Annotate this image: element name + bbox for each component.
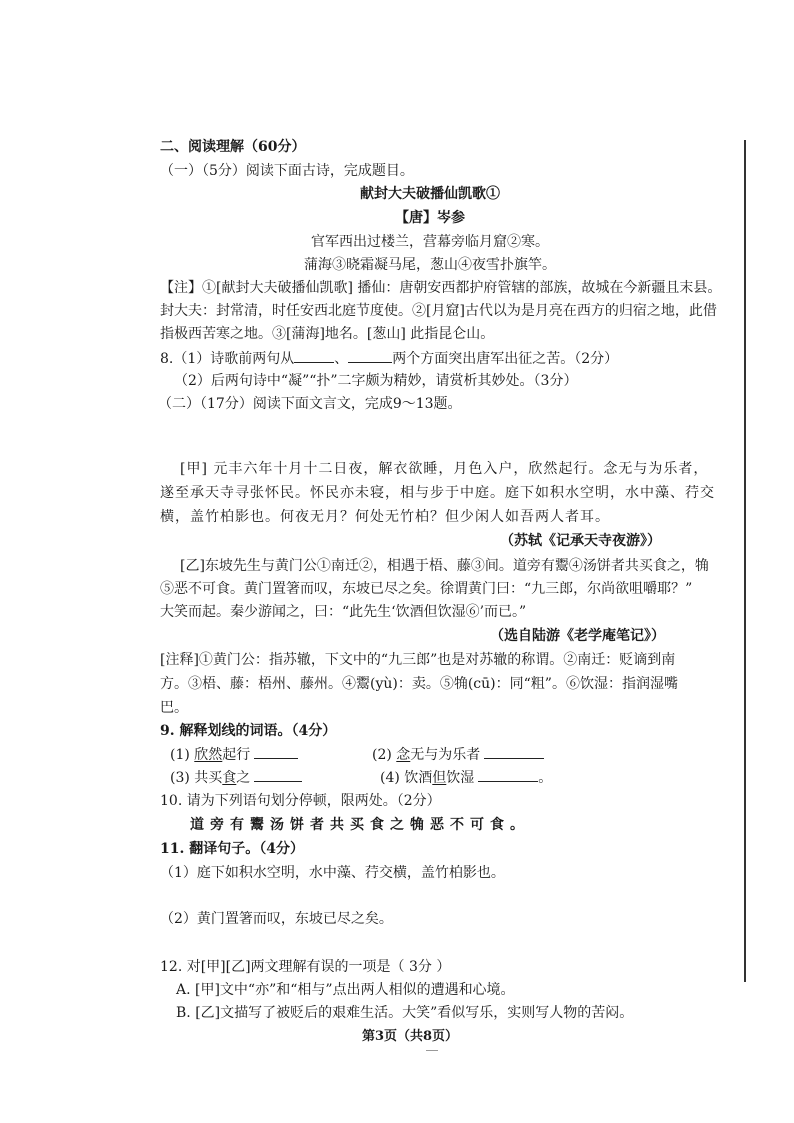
answer-blank-8-1b[interactable]	[348, 349, 392, 363]
passage-yi-line-2: ⑤恶不可食。黄门置箸而叹，东坡已尽之矣。徐谓黄门曰：“九三郎，尔尚欲咀嚼耶？”	[160, 581, 693, 597]
poem-note-1: 【注】①[献封大夫破播仙凯歌] 播仙：唐朝安西都护府管辖的部族，故城在今新疆且末县。	[160, 280, 722, 296]
q9-3-suffix: 之	[236, 770, 251, 786]
q9-4-prefix: (4) 饮酒	[380, 770, 433, 786]
passage-note-2: 方。③梧、藤：梧州、藤州。④鬻(yù)：卖。⑤觕(cū)：同“粗”。⑥饮湿：指润湿嘴	[160, 676, 678, 692]
question-10-sentence[interactable]: 道旁有鬻汤饼者共买食之觕恶不可食。	[190, 817, 530, 833]
passage-jia-line-1: [甲] 元丰六年十月十二日夜，解衣欲睡，月色入户，欣然起行。念无与为乐者，	[180, 461, 709, 477]
passage-note-3: 巴。	[160, 700, 188, 716]
passage-yi-line-1: [乙]东坡先生与黄门公①南迁②，相遇于梧、藤③间。道旁有鬻④汤饼者共买食之，觕	[180, 558, 709, 574]
answer-blank-8-1a[interactable]	[294, 349, 334, 363]
section-title: 二、阅读理解（60分）	[160, 139, 306, 155]
q9-2-prefix: (2)	[372, 747, 397, 763]
q8-1-text-a: 8.（1）诗歌前两句从	[160, 351, 295, 367]
poem-title: 献封大夫破播仙凯歌①	[360, 186, 500, 202]
question-9-item-4	[380, 768, 552, 787]
question-10-stem: 10. 请为下列语句划分停顿，限两处。（2分）	[160, 793, 441, 809]
q9-3-prefix: (3) 共买	[170, 770, 223, 786]
poem-note-2: 封大夫：封常清，时任安西北庭节度使。②[月窟]古代以为是月亮在西方的归宿之地，此借	[160, 303, 717, 319]
question-9-stem: 9. 解释划线的词语。（4分）	[160, 723, 337, 739]
q9-1-suffix: 起行	[222, 747, 251, 763]
part1-intro: （一）（5分）阅读下面古诗，完成题目。	[160, 163, 414, 179]
scan-mark	[426, 1050, 438, 1051]
poem-line-2: 蒲海③晓霜凝马尾，葱山④夜雪扑旗竿。	[304, 257, 556, 273]
passage-yi-line-3: 大笑而起。秦少游闻之，曰：“此先生‘饮酒但饮湿⑥’而已。”	[160, 604, 527, 620]
question-9-item-1	[170, 745, 298, 764]
passage-jia-source: （苏轼《记承天寺夜游》）	[500, 533, 661, 549]
passage-yi-source: （选自陆游《老学庵笔记》）	[490, 628, 665, 644]
question-12-stem: 12. 对[甲][乙]两文理解有误的一项是（ 3分 ）	[160, 959, 451, 975]
answer-blank-9-3[interactable]	[254, 768, 302, 782]
poem-line-1: 官军西出过楼兰，营幕旁临月窟②寒。	[311, 234, 549, 250]
question-8-1	[160, 349, 618, 368]
q9-4-word: 但	[432, 770, 447, 786]
question-11-sentence-1: （1）庭下如积水空明，水中藻、荇交横，盖竹柏影也。	[160, 865, 505, 881]
poem-author: 【唐】岑参	[395, 210, 465, 226]
q9-4-end: 。	[538, 770, 553, 786]
question-11-sentence-2: （2）黄门置箸而叹，东坡已尽之矣。	[160, 911, 393, 927]
page-footer: 第3页（共8页）	[361, 1029, 459, 1044]
question-12-option-b[interactable]: B. [乙]文描写了被贬后的艰难生活。大笑”看似写乐，实则写人物的苦闷。	[176, 1005, 634, 1021]
q9-1-word: 欣然	[194, 747, 223, 763]
question-12-option-a[interactable]: A. [甲]文中“亦”和“相与”点出两人相似的遭遇和心境。	[176, 982, 515, 998]
passage-note-1: [注释]①黄门公：指苏辙，下文中的“九三郎”也是对苏辙的称谓。②南迁：贬谪到南	[160, 652, 676, 668]
question-8-2: （2）后两句诗中“凝”“扑”二字颇为精妙，请赏析其妙处。（3分）	[174, 373, 578, 389]
q9-3-word: 食	[222, 770, 237, 786]
part2-intro: （二）（17分）阅读下面文言文，完成9～13题。	[158, 396, 462, 412]
answer-blank-9-4[interactable]	[478, 768, 538, 782]
poem-note-3: 指极西苦寒之地。③[蒲海]地名。[葱山] 此指昆仑山。	[160, 326, 495, 342]
q9-4-suffix: 饮湿	[446, 770, 475, 786]
margin-line	[744, 140, 746, 982]
question-11-stem: 11. 翻译句子。（4分）	[160, 841, 304, 857]
q9-1-prefix: (1)	[170, 747, 195, 763]
question-9-item-3	[170, 768, 302, 787]
q9-2-suffix: 无与为乐者	[410, 747, 481, 763]
answer-blank-9-2[interactable]	[484, 745, 544, 759]
passage-jia-line-2: 遂至承天寺寻张怀民。怀民亦未寝，相与步于中庭。庭下如积水空明，水中藻、荇交	[160, 485, 715, 501]
passage-jia-line-3: 横，盖竹柏影也。何夜无月？何处无竹柏？但少闲人如吾两人者耳。	[160, 509, 610, 525]
q8-1-text-b: 、	[334, 351, 349, 367]
question-9-item-2	[372, 745, 544, 764]
answer-blank-9-1[interactable]	[254, 745, 298, 759]
q9-2-word: 念	[396, 747, 411, 763]
q8-1-text-c: 两个方面突出唐军出征之苦。（2分）	[392, 351, 619, 367]
